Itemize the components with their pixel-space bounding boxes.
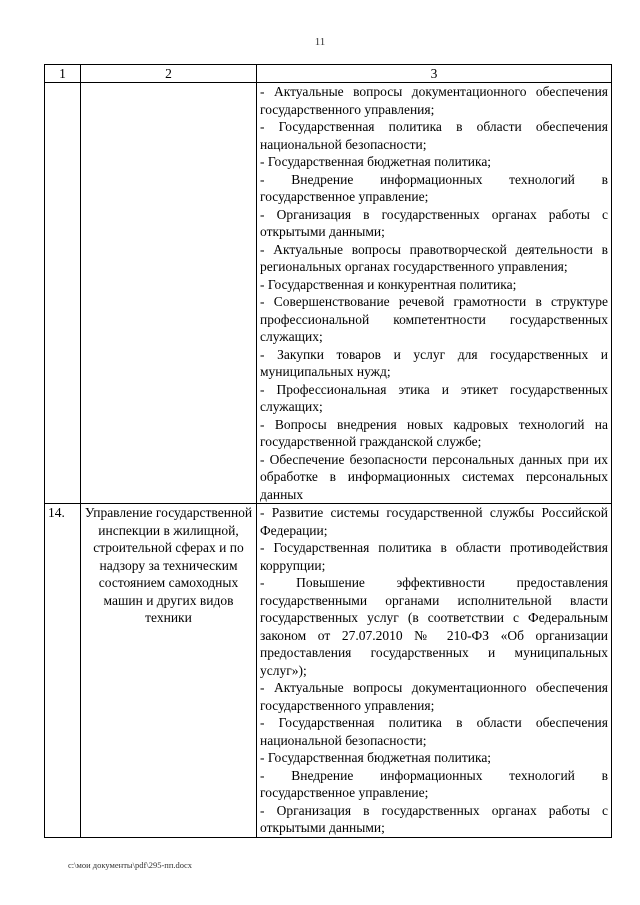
table-row	[45, 83, 612, 504]
organization-name: Управление государственной инспекции в жилищной, строительной сферах и по надзору за техническим состоянием самоходных машин и других видов техники	[81, 504, 257, 838]
table-row	[45, 504, 612, 838]
list-item: - Государственная и конкурентная политика;	[260, 276, 517, 292]
page-number: 11	[314, 36, 326, 48]
list-item: - Закупки товаров и услуг для государственных и муниципальных нужд;	[260, 346, 608, 379]
list-item: - Обеспечение безопасности персональных данных при их обработке в информационных системах персональных данных	[260, 451, 608, 502]
list-item: - Актуальные вопросы документационного обеспечения государственного управления;	[260, 84, 608, 117]
table-header-row	[45, 65, 612, 83]
list-item: - Государственная политика в области обеспечения национальной безопасности;	[260, 715, 608, 748]
list-item: - Внедрение информационных технологий в государственное управление;	[260, 767, 608, 800]
list-item: - Государственная бюджетная политика;	[260, 750, 492, 765]
list-item: - Повышение эффективности предоставления государственными органами исполнительной власти государственных услуг (в соответствии с Федеральным законом от 27.07.2010 № 210-ФЗ «Об организации предоставления государственных и муниципальных услуг»);	[260, 575, 608, 678]
row-number	[45, 83, 81, 504]
file-path-footer: c:\мои документы\pdf\295-пп.docx	[68, 860, 193, 870]
list-item: - Развитие системы государственной службы Российской Федерации;	[260, 505, 608, 538]
list-item: - Государственная политика в области обеспечения национальной безопасности;	[260, 119, 608, 152]
list-item: - Вопросы внедрения новых кадровых технологий на государственной гражданской службе;	[260, 416, 608, 449]
list-item: - Актуальные вопросы правотворческой деятельности в региональных органах государственного управления;	[260, 241, 608, 274]
courses-table	[44, 64, 612, 838]
list-item: - Актуальные вопросы документационного обеспечения государственного управления;	[260, 680, 608, 713]
list-item: - Профессиональная этика и этикет государственных служащих;	[260, 381, 608, 414]
header-cell-2: 2	[81, 65, 257, 83]
list-item: - Внедрение информационных технологий в государственное управление;	[260, 171, 608, 204]
header-cell-1: 1	[45, 65, 81, 83]
header-cell-3: 3	[257, 65, 612, 83]
organization-name	[81, 83, 257, 504]
list-item: - Государственная политика в области противодействия коррупции;	[260, 540, 608, 573]
list-item: - Государственная бюджетная политика;	[260, 154, 492, 169]
course-list	[257, 83, 612, 504]
row-number: 14.	[45, 504, 81, 838]
list-item: - Организация в государственных органах работы с открытыми данными;	[260, 206, 608, 239]
course-list	[257, 504, 612, 838]
list-item: - Совершенствование речевой грамотности в структуре профессиональной компетентности государственных служащих;	[260, 294, 608, 344]
list-item: - Организация в государственных органах работы с открытыми данными;	[260, 802, 608, 835]
